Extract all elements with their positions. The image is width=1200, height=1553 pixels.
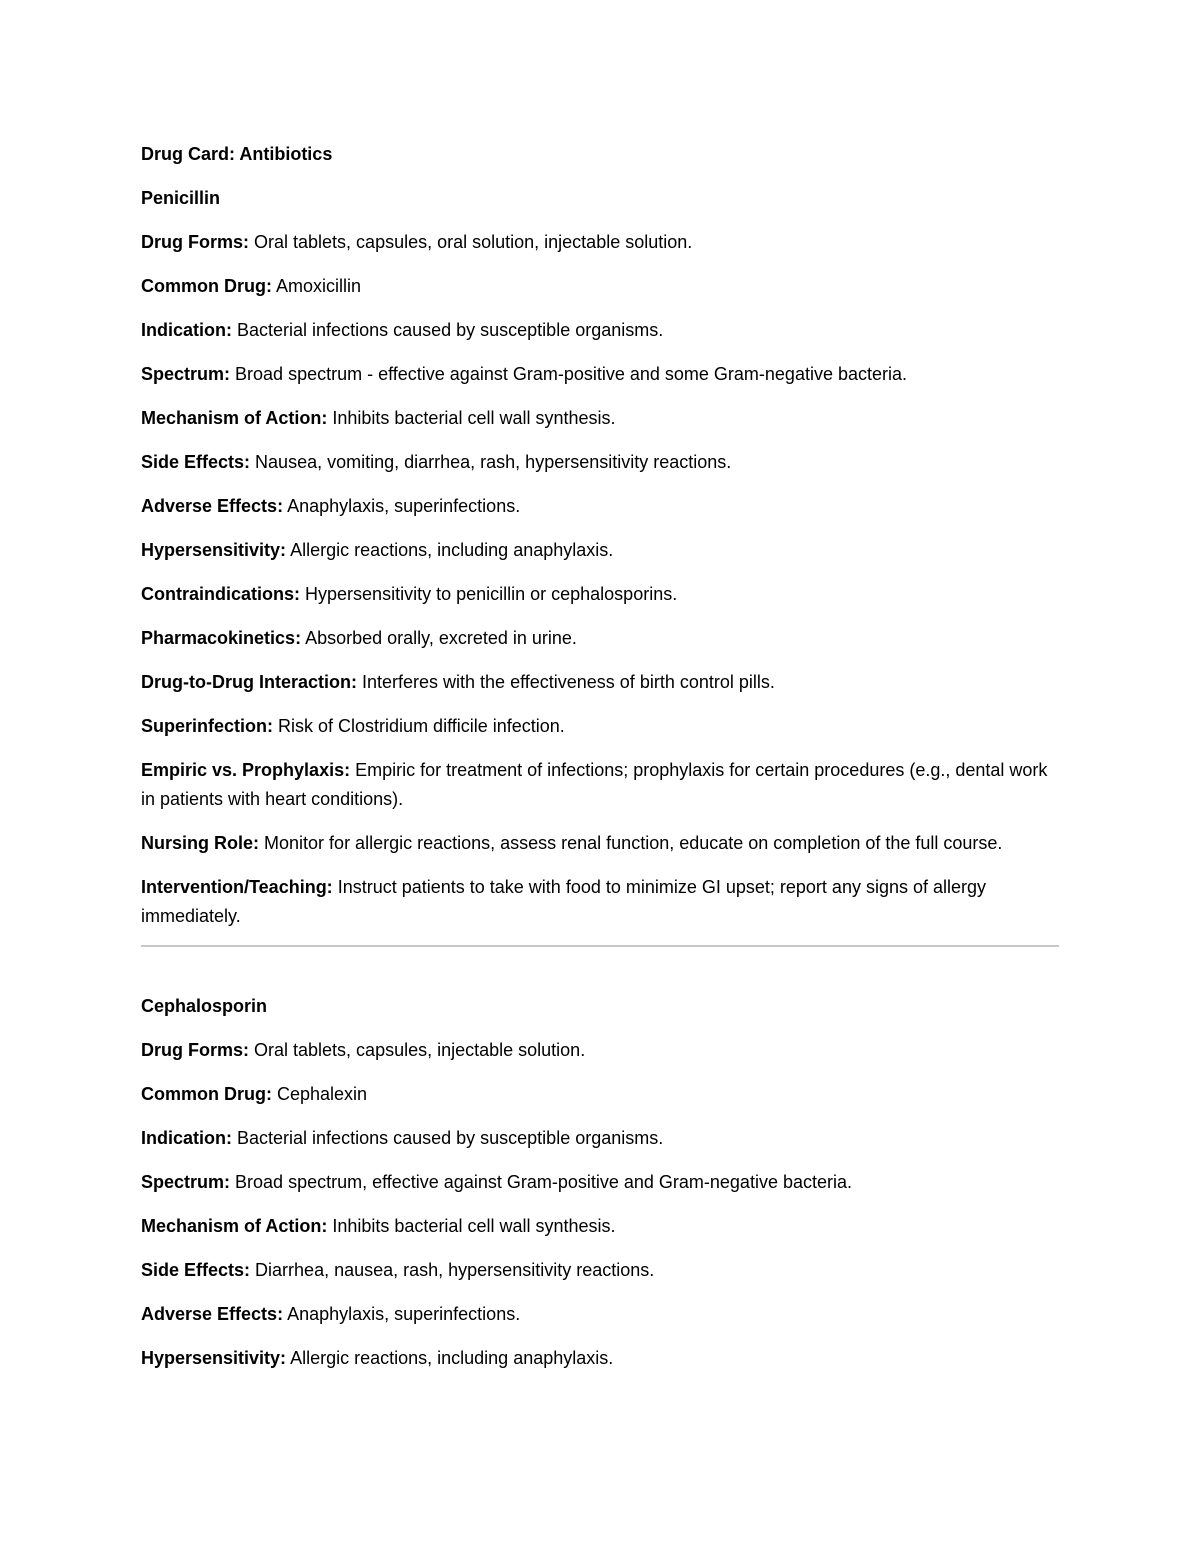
document-title: Drug Card: Antibiotics: [141, 144, 333, 164]
field-indication: [141, 316, 1059, 345]
field-intervention-teaching: [141, 873, 1059, 931]
field-value: Inhibits bacterial cell wall synthesis.: [332, 408, 616, 428]
field-drug-forms: [141, 1036, 1059, 1065]
field-hypersensitivity: [141, 1344, 1059, 1373]
field-contraindications: [141, 580, 1059, 609]
field-value: Absorbed orally, excreted in urine.: [305, 628, 577, 648]
field-value: Bacterial infections caused by susceptible organisms.: [237, 320, 664, 340]
field-label: Hypersensitivity:: [141, 1348, 287, 1368]
field-common-drug: [141, 272, 1059, 301]
field-label: Superinfection:: [141, 716, 274, 736]
field-value: Monitor for allergic reactions, assess renal function, educate on completion of the full course.: [264, 833, 1003, 853]
field-label: Spectrum:: [141, 1172, 231, 1192]
field-spectrum: [141, 360, 1059, 389]
field-label: Pharmacokinetics:: [141, 628, 302, 648]
section-cephalosporin: [141, 992, 1059, 1373]
field-label: Common Drug:: [141, 276, 272, 296]
field-value: Oral tablets, capsules, injectable solution.: [254, 1040, 586, 1060]
field-value: Inhibits bacterial cell wall synthesis.: [332, 1216, 616, 1236]
field-pharmacokinetics: [141, 624, 1059, 653]
field-adverse-effects: [141, 492, 1059, 521]
field-superinfection: [141, 712, 1059, 741]
field-label: Nursing Role:: [141, 833, 260, 853]
field-value: Anaphylaxis, superinfections.: [287, 496, 521, 516]
field-spectrum: [141, 1168, 1059, 1197]
field-label: Spectrum:: [141, 364, 231, 384]
field-label: Mechanism of Action:: [141, 1216, 328, 1236]
field-value: Bacterial infections caused by susceptible organisms.: [237, 1128, 664, 1148]
field-value: Hypersensitivity to penicillin or cephalosporins.: [305, 584, 678, 604]
field-value: Instruct patients to take with food to minimize GI upset; report any signs of allergy immediately.: [141, 877, 987, 926]
field-value: Cephalexin: [277, 1084, 368, 1104]
section-penicillin: [141, 184, 1059, 931]
field-indication: [141, 1124, 1059, 1153]
field-label: Drug Forms:: [141, 232, 249, 252]
field-label: Side Effects:: [141, 452, 251, 472]
field-label: Indication:: [141, 320, 232, 340]
field-label: Mechanism of Action:: [141, 408, 328, 428]
field-label: Indication:: [141, 1128, 232, 1148]
field-adverse-effects: [141, 1300, 1059, 1329]
field-value: Empiric for treatment of infections; prophylaxis for certain procedures (e.g., dental work in patients with heart conditions).: [141, 760, 1048, 809]
field-common-drug: [141, 1080, 1059, 1109]
field-value: Nausea, vomiting, diarrhea, rash, hypersensitivity reactions.: [255, 452, 732, 472]
field-value: Anaphylaxis, superinfections.: [287, 1304, 521, 1324]
field-label: Common Drug:: [141, 1084, 272, 1104]
field-label: Hypersensitivity:: [141, 540, 287, 560]
field-mechanism-of-action: [141, 1212, 1059, 1241]
field-value: Allergic reactions, including anaphylaxis.: [290, 540, 614, 560]
field-label: Drug-to-Drug Interaction:: [141, 672, 357, 692]
field-drug-forms: [141, 228, 1059, 257]
field-side-effects: [141, 1256, 1059, 1285]
field-side-effects: [141, 448, 1059, 477]
field-value: Amoxicillin: [276, 276, 362, 296]
field-value: Broad spectrum - effective against Gram-positive and some Gram-negative bacteria.: [235, 364, 907, 384]
field-empiric-vs-prophylaxis: [141, 756, 1059, 814]
field-value: Diarrhea, nausea, rash, hypersensitivity reactions.: [255, 1260, 655, 1280]
field-value: Allergic reactions, including anaphylaxis.: [290, 1348, 614, 1368]
field-label: Side Effects:: [141, 1260, 251, 1280]
section-heading: Penicillin: [141, 188, 221, 208]
section-divider: [141, 945, 1059, 947]
field-value: Oral tablets, capsules, oral solution, injectable solution.: [254, 232, 693, 252]
field-value: Risk of Clostridium difficile infection.: [278, 716, 565, 736]
field-label: Drug Forms:: [141, 1040, 249, 1060]
field-value: Interferes with the effectiveness of birth control pills.: [362, 672, 775, 692]
field-label: Empiric vs. Prophylaxis:: [141, 760, 351, 780]
section-heading: Cephalosporin: [141, 996, 268, 1016]
field-label: Contraindications:: [141, 584, 301, 604]
field-hypersensitivity: [141, 536, 1059, 565]
field-drug-interaction: [141, 668, 1059, 697]
field-nursing-role: [141, 829, 1059, 858]
field-label: Adverse Effects:: [141, 496, 284, 516]
field-label: Adverse Effects:: [141, 1304, 284, 1324]
field-value: Broad spectrum, effective against Gram-positive and Gram-negative bacteria.: [235, 1172, 852, 1192]
field-label: Intervention/Teaching:: [141, 877, 333, 897]
document-page: [141, 140, 1059, 1388]
field-mechanism-of-action: [141, 404, 1059, 433]
